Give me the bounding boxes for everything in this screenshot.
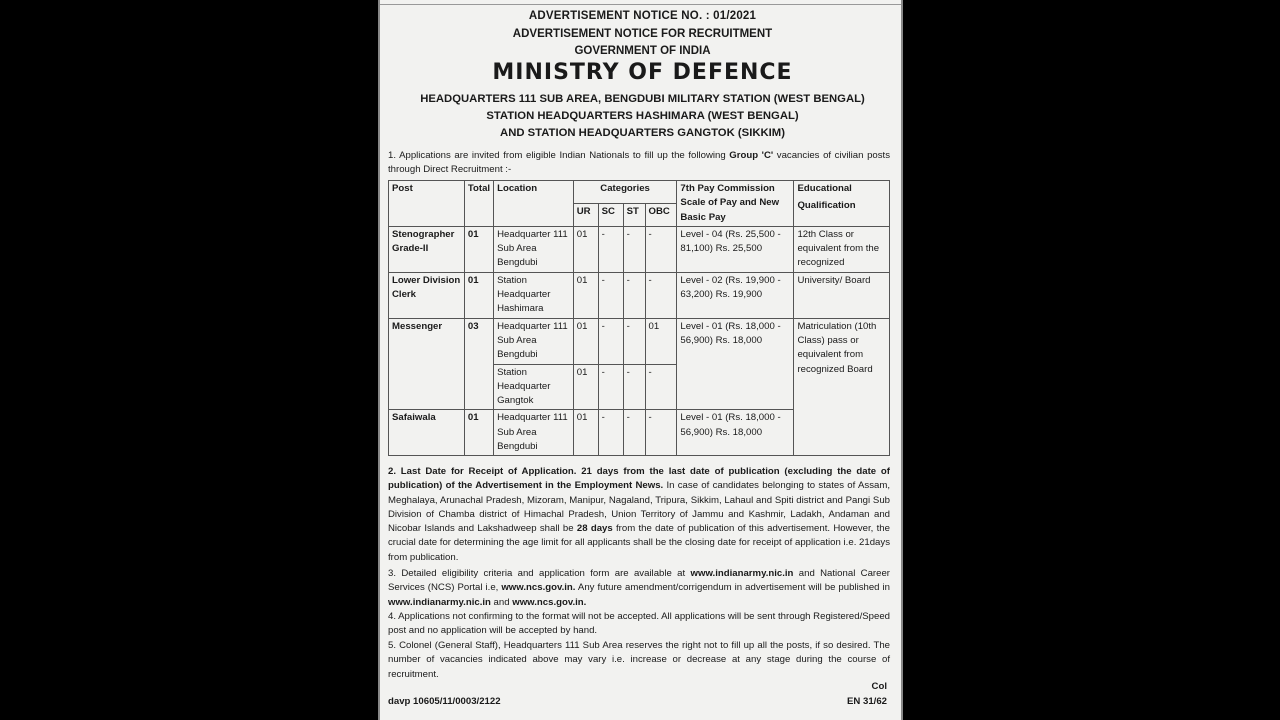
vacancy-table [388,180,890,456]
col-total: Total [464,181,493,227]
cell-ur: 01 [573,318,598,364]
cell-total: 01 [464,272,493,318]
cell-sc: - [598,226,623,272]
hq-line-2: STATION HEADQUARTERS HASHIMARA (WEST BENGAL) [486,110,799,122]
cell-sc: - [598,410,623,456]
ncs-link[interactable]: www.ncs.gov.in. [501,582,576,594]
indianarmy-link-2[interactable]: www.indianarmy.nic.in [388,596,491,608]
cell-location: Headquarter 111 Sub Area Bengdubi [494,410,574,456]
cell-post: Stenographer Grade-II [389,226,465,272]
cell-st: - [623,318,645,364]
cell-st: - [623,410,645,456]
col-st: ST [623,203,645,226]
cell-post: Lower Division Clerk [389,272,465,318]
cell-total: 01 [464,226,493,272]
table-header-row [389,181,890,204]
cell-pay: Level - 02 (Rs. 19,900 - 63,200) Rs. 19,900 [677,272,794,318]
top-divider [380,0,903,5]
ministry-title: MINISTRY OF DEFENCE [492,60,793,85]
cell-ur: 01 [573,226,598,272]
cell-post: Messenger [389,318,465,410]
cell-sc: - [598,364,623,410]
col-edu-a: Educational [797,183,852,194]
col-obc: OBC [645,203,677,226]
cell-total: 03 [464,318,493,410]
col-location: Location [494,181,574,227]
col-pay-a: 7th Pay Commission [680,183,775,194]
col-edu-b: Qualification [797,200,856,212]
table-row [389,318,890,364]
cell-pay: Level - 01 (Rs. 18,000 - 56,900) Rs. 18,000 [677,410,794,456]
format-paragraph: 4. Applications not confirming to the format will not be accepted. All applications will be sent through Registered/Speed post and no application will be accepted by hand. [388,611,890,637]
intro-paragraph [388,149,890,178]
cell-ur: 01 [573,364,598,410]
hq-line-3: AND STATION HEADQUARTERS GANGTOK (SIKKIM) [500,127,785,139]
cell-post: Safaiwala [389,410,465,456]
eligibility-text-1: 3. Detailed eligibility criteria and application form are available at [388,568,691,579]
eligibility-text-2: and National Career Services (NCS) Portal i.e, [388,568,890,594]
eligibility-text-4: and [490,596,513,608]
cell-location: Headquarter 111 Sub Area Bengdubi [494,318,574,364]
signatory-col: Col [871,681,887,692]
cell-sc: - [598,272,623,318]
cell-ur: 01 [573,272,598,318]
government-label: GOVERNMENT OF INDIA [574,45,711,57]
cell-ur: 01 [573,410,598,456]
col-ur: UR [573,203,598,226]
reserve-right-paragraph: 5. Colonel (General Staff), Headquarters 111 Sub Area reserves the right not to fill up all the posts, if so desired. The number of vacancies indicated above may vary i.e. increase or decrease at any stage during the course of recruitment. [388,640,890,680]
notice-number: ADVERTISEMENT NOTICE NO. : 01/2021 [528,10,757,22]
intro-group: Group 'C' [729,150,774,161]
table-row [389,272,890,318]
cell-obc: - [645,272,677,318]
cell-obc: 01 [645,318,677,364]
en-code: EN 31/62 [846,696,887,707]
cell-obc: - [645,364,677,410]
col-pay-b: Scale of Pay and New Basic Pay [680,197,780,223]
cell-edu: 12th Class or equivalent from the recognized [794,226,890,272]
indianarmy-link[interactable]: www.indianarmy.nic.in [690,568,794,579]
last-date-paragraph [388,465,890,565]
cell-pay: Level - 01 (Rs. 18,000 - 56,900) Rs. 18,000 [677,318,794,410]
cell-total: 01 [464,410,493,456]
eligibility-paragraph [388,567,890,610]
col-post: Post [389,181,465,227]
cell-st: - [623,272,645,318]
cell-location: Headquarter 111 Sub Area Bengdubi [494,226,574,272]
ncs-link-2[interactable]: www.ncs.gov.in. [512,596,587,608]
cell-pay: Level - 04 (Rs. 25,500 - 81,100) Rs. 25,500 [677,226,794,272]
cell-st: - [623,226,645,272]
last-date-text-b: from the date of publication of this advertisement. However, the crucial date for determining the age limit for all applicants shall be the closing date for receipt of application i.e. 21days from publication. [388,523,890,563]
table-row [389,226,890,272]
intro-text-a: 1. Applications are invited from eligible Indian Nationals to fill up the following [388,150,730,161]
cell-edu: Matriculation (10th Class) pass or equivalent from recognized Board [794,318,890,456]
eligibility-text-3: Any future amendment/corrigendum in advertisement will be published in [575,582,890,594]
cell-location: Station Headquarter Gangtok [494,364,574,410]
cell-sc: - [598,318,623,364]
notice-title: ADVERTISEMENT NOTICE FOR RECRUITMENT [512,28,773,40]
cell-obc: - [645,410,677,456]
last-date-heading: 2. Last Date for Receipt of Application. 21 days from the last date of publication (excluding the date of publication) of the Advertisement in the Employment News. [388,466,890,492]
hq-line-1: HEADQUARTERS 111 SUB AREA, BENGDUBI MILITARY STATION (WEST BENGAL) [420,93,865,105]
col-pay [677,181,794,227]
cell-edu: University/ Board [794,272,890,318]
cell-st: - [623,364,645,410]
last-date-text-a: In case of candidates belonging to states of Assam, Meghalaya, Arunachal Pradesh, Mizoram, Manipur, Nagaland, Tripura, Sikkim, Lahaul and Spiti district and Pangi Sub Division of Chamba district of Himachal Pradesh, Union Territory of Jammu and Kashmir, Ladakh, Andaman and Nicobar Islands and Lakshadweep shall be [388,480,891,535]
last-date-days: 28 days [576,523,613,535]
cell-obc: - [645,226,677,272]
intro-text-b: vacancies of civilian posts through Direct Recruitment :- [388,150,891,176]
advertisement-page [378,0,903,720]
col-sc: SC [598,203,623,226]
cell-location: Station Headquarter Hashimara [494,272,574,318]
col-edu [794,181,890,227]
davp-code: davp 10605/11/0003/2122 [388,696,501,707]
col-categories: Categories [573,181,677,204]
